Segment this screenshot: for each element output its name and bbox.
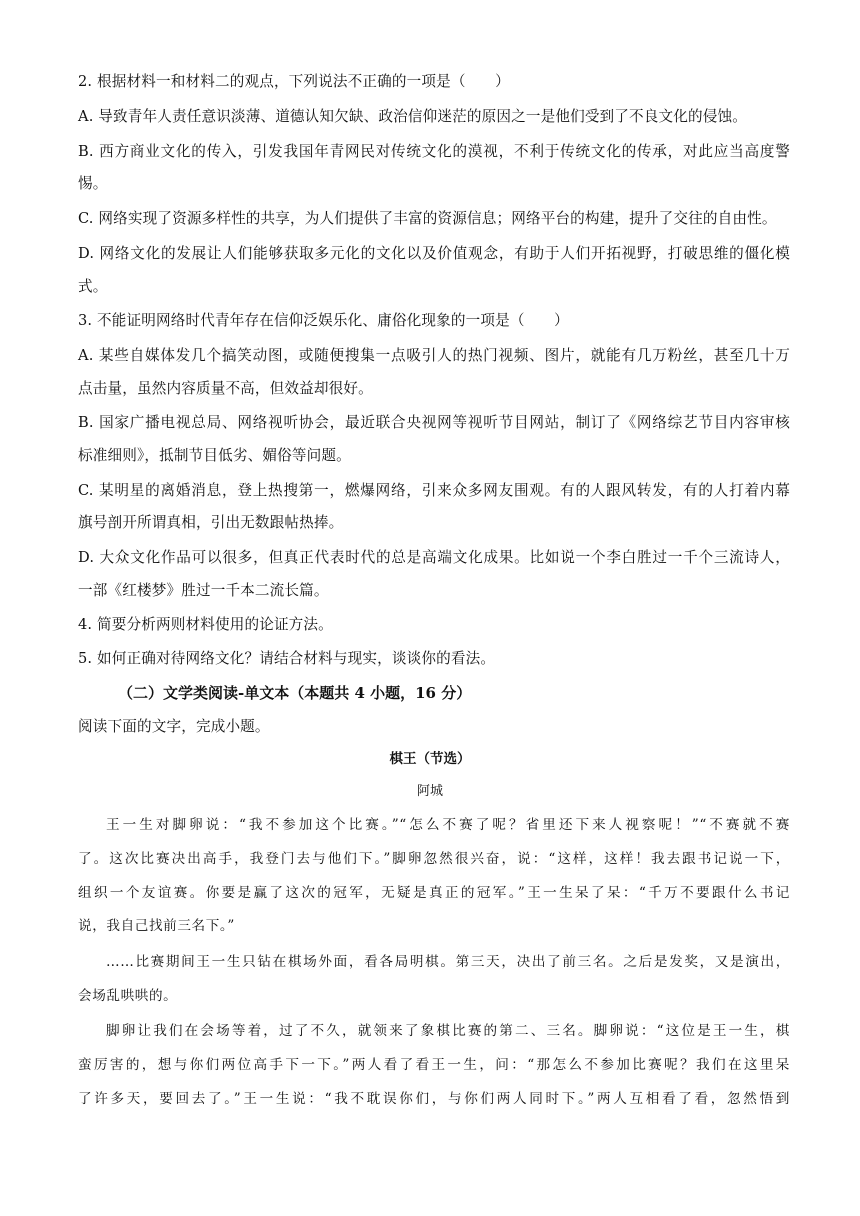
question-3-option-a-line1: A. 某些自媒体发几个搞笑动图，或随便搜集一点吸引人的热门视频、图片，就能有几万粉丝，甚至几十万	[78, 347, 790, 364]
question-3-option-b-line2: 标准细则》，抵制节目低劣、媚俗等问题。	[78, 447, 351, 464]
story-author: 阿城	[416, 784, 443, 799]
section-instruction: 阅读下面的文字，完成小题。	[78, 718, 270, 735]
story-paragraph-1-line2: 了。这次比赛决出高手，我登门去与他们下。”脚卵忽然很兴奋，说：“这样，这样！我去跟书记说一下，	[78, 851, 790, 867]
story-paragraph-1-line1: 王一生对脚卵说：“我不参加这个比赛。”“怎么不赛了呢？省里还下来人视察呢！”“不赛就不赛	[106, 817, 790, 833]
question-3-option-c-line2: 旗号剖开所谓真相，引出无数跟帖热捧。	[78, 514, 344, 531]
story-paragraph-1-line3: 组织一个友谊赛。你要是赢了这次的冠军，无疑是真正的冠军。”王一生呆了呆：“千万不要跟什么书记	[78, 885, 790, 901]
question-2-option-a: A. 导致青年人责任意识淡薄、道德认知欠缺、政治信仰迷茫的原因之一是他们受到了不良文化的侵蚀。	[78, 108, 747, 125]
story-paragraph-1-line4: 说，我自己找前三名下。”	[78, 918, 235, 934]
section-heading: （二）文学类阅读-单文本（本题共 4 小题，16 分）	[118, 684, 472, 702]
question-4: 4. 简要分析两则材料使用的论证方法。	[78, 616, 333, 633]
question-5: 5. 如何正确对待网络文化？请结合材料与现实，谈谈你的看法。	[78, 650, 496, 667]
question-2-option-d-line2: 式。	[78, 278, 108, 295]
question-2-option-c: C. 网络实现了资源多样性的共享，为人们提供了丰富的资源信息；网络平台的构建，提升了交往的自由性。	[78, 210, 777, 227]
question-3-option-d-line2: 一部《红楼梦》胜过一千本二流长篇。	[78, 582, 329, 599]
story-paragraph-3-line2: 蛮厉害的，想与你们两位高手下一下。”两人看了看王一生，问：“那怎么不参加比赛呢？我们在这里呆	[78, 1057, 790, 1073]
story-title: 棋王（节选）	[389, 751, 471, 767]
question-3-option-b-line1: B. 国家广播电视总局、网络视听协会，最近联合央视网等视听节目网站，制订了《网络综艺节目内容审核	[78, 414, 790, 431]
story-paragraph-3-line3: 了许多天，要回去了。”王一生说：“我不耽误你们，与你们两人同时下。”两人互相看了看，忽然悟到	[78, 1091, 790, 1107]
question-2-option-d-line1: D. 网络文化的发展让人们能够获取多元化的文化以及价值观念，有助于人们开拓视野，打破思维的僵化模	[78, 245, 790, 262]
question-2-stem: 2. 根据材料一和材料二的观点，下列说法不正确的一项是（ ）	[78, 73, 510, 90]
story-paragraph-3-line1: 脚卵让我们在会场等着，过了不久，就领来了象棋比赛的第二、三名。脚卵说：“这位是王一生，棋	[106, 1023, 790, 1039]
story-paragraph-2-line1: ……比赛期间王一生只钻在棋场外面，看各局明棋。第三天，决出了前三名。之后是发奖，又是演出，	[106, 954, 790, 970]
question-2-option-b-line1: B. 西方商业文化的传入，引发我国年青网民对传统文化的漠视，不利于传统文化的传承，对此应当高度警	[78, 143, 790, 160]
story-paragraph-2-line2: 会场乱哄哄的。	[78, 988, 178, 1004]
question-3-option-a-line2: 点击量，虽然内容质量不高，但效益却很好。	[78, 380, 373, 397]
question-2-option-b-line2: 惕。	[78, 175, 108, 192]
question-3-option-d-line1: D. 大众文化作品可以很多，但真正代表时代的总是高端文化成果。比如说一个李白胜过一千个三流诗人，	[78, 549, 790, 566]
question-3-option-c-line1: C. 某明星的离婚消息，登上热搜第一，燃爆网络，引来众多网友围观。有的人跟风转发，有的人打着内幕	[78, 482, 790, 499]
question-3-stem: 3. 不能证明网络时代青年存在信仰泛娱乐化、庸俗化现象的一项是（ ）	[78, 312, 569, 329]
